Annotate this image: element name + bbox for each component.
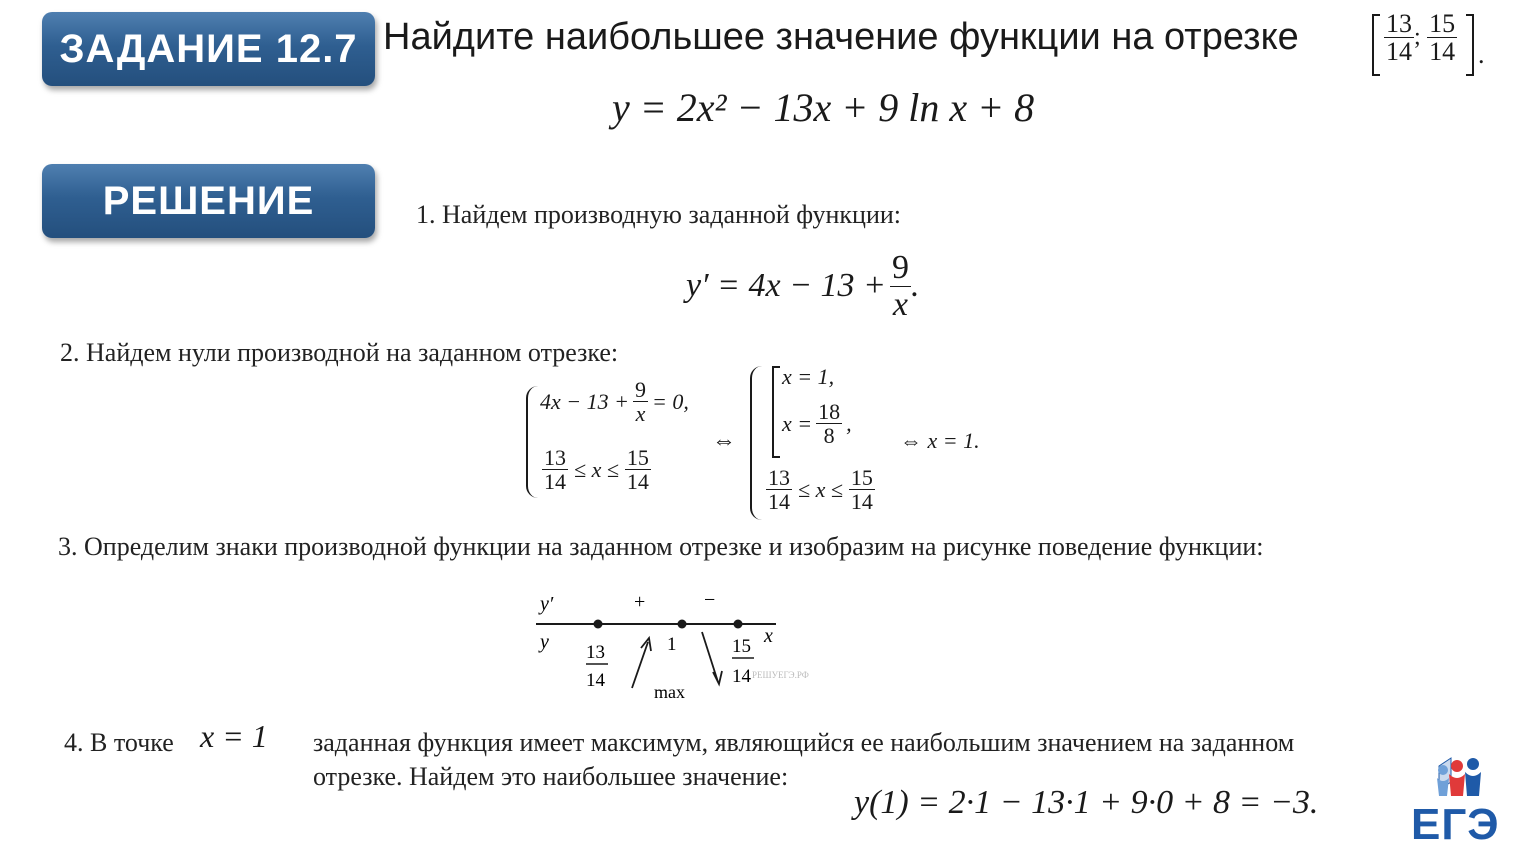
solution-badge: РЕШЕНИЕ xyxy=(42,164,375,238)
system-brace xyxy=(526,386,538,498)
final-calculation: y(1) = 2·1 − 13·1 + 9·0 + 8 = −3. xyxy=(854,784,1319,821)
root-one: x = 1, xyxy=(782,364,835,389)
point-critical-label: 1 xyxy=(667,634,677,655)
point-end-num: 15 xyxy=(732,636,751,657)
point-start xyxy=(594,620,603,629)
step1-text: 1. Найдем производную заданной функции: xyxy=(416,200,901,229)
system-brace-right xyxy=(750,366,762,520)
interval-start: $\frac{13}{14}$ xyxy=(1386,9,1412,67)
bracket-right xyxy=(1466,14,1474,76)
point-critical xyxy=(678,620,687,629)
system-equation: 4x − 13 + $\frac{9}{x}$ = 0, xyxy=(540,377,689,427)
decrease-arrow xyxy=(702,632,718,682)
max-label: max xyxy=(654,682,685,702)
step2-text: 2. Найдем нули производной на заданном отрезке: xyxy=(60,338,619,367)
point-start-num: 13 xyxy=(586,642,605,663)
step3-text: 3. Определим знаки производной функции на заданном отрезке и изобразим на рисунке поведение функции: xyxy=(58,532,1264,561)
system-inequality-right: $\frac{13}{14}$ ≤ x ≤ $\frac{15}{14}$ xyxy=(768,465,873,515)
increase-arrow xyxy=(632,642,648,688)
bracket-left xyxy=(1372,14,1380,76)
point-end-den: 14 xyxy=(732,666,751,687)
sign-plus: + xyxy=(634,591,646,613)
sign-chart xyxy=(530,586,809,702)
interval-end: $\frac{15}{14}$ xyxy=(1429,9,1456,67)
watermark: РЕШУЕГЭ.РФ xyxy=(752,670,809,680)
point-end xyxy=(734,620,743,629)
system-inequality: $\frac{13}{14}$ ≤ x ≤ $\frac{15}{14}$ xyxy=(544,445,649,495)
system-result: ⇔ x = 1. xyxy=(900,428,980,453)
sign-label-dy: y′ xyxy=(540,593,554,615)
step4-point: x = 1 xyxy=(200,718,268,754)
point-start-den: 14 xyxy=(586,670,605,691)
step4-prefix: 4. В точке xyxy=(64,728,174,757)
roots-bracket xyxy=(772,366,780,458)
task-badge: ЗАДАНИЕ 12.7 xyxy=(42,12,375,86)
step4-line2: отрезке. Найдем это наибольшее значение: xyxy=(313,762,789,791)
sign-axis-label: x xyxy=(764,625,773,647)
sign-minus: − xyxy=(704,589,716,611)
task-title: Найдите наибольшее значение функции на отрезке xyxy=(383,16,1299,58)
sign-label-y: y xyxy=(540,631,549,653)
step4-line1: заданная функция имеет максимум, являющийся ее наибольшим значением на заданном xyxy=(313,728,1295,757)
interval: $\frac{13}{14}$ ; $\frac{15}{14}$ . xyxy=(1370,10,1490,80)
derivative-formula: y′ = 4x − 13 + $\frac{9}{x}$ . xyxy=(686,249,920,323)
equivalence-sign: ⇔ xyxy=(712,428,736,454)
ege-logo-text: ЕГЭ xyxy=(1411,800,1500,849)
root-two: x = $\frac{18}{8}$ , xyxy=(782,399,852,449)
function-formula: y = 2x² − 13x + 9 ln x + 8 xyxy=(612,85,1035,130)
